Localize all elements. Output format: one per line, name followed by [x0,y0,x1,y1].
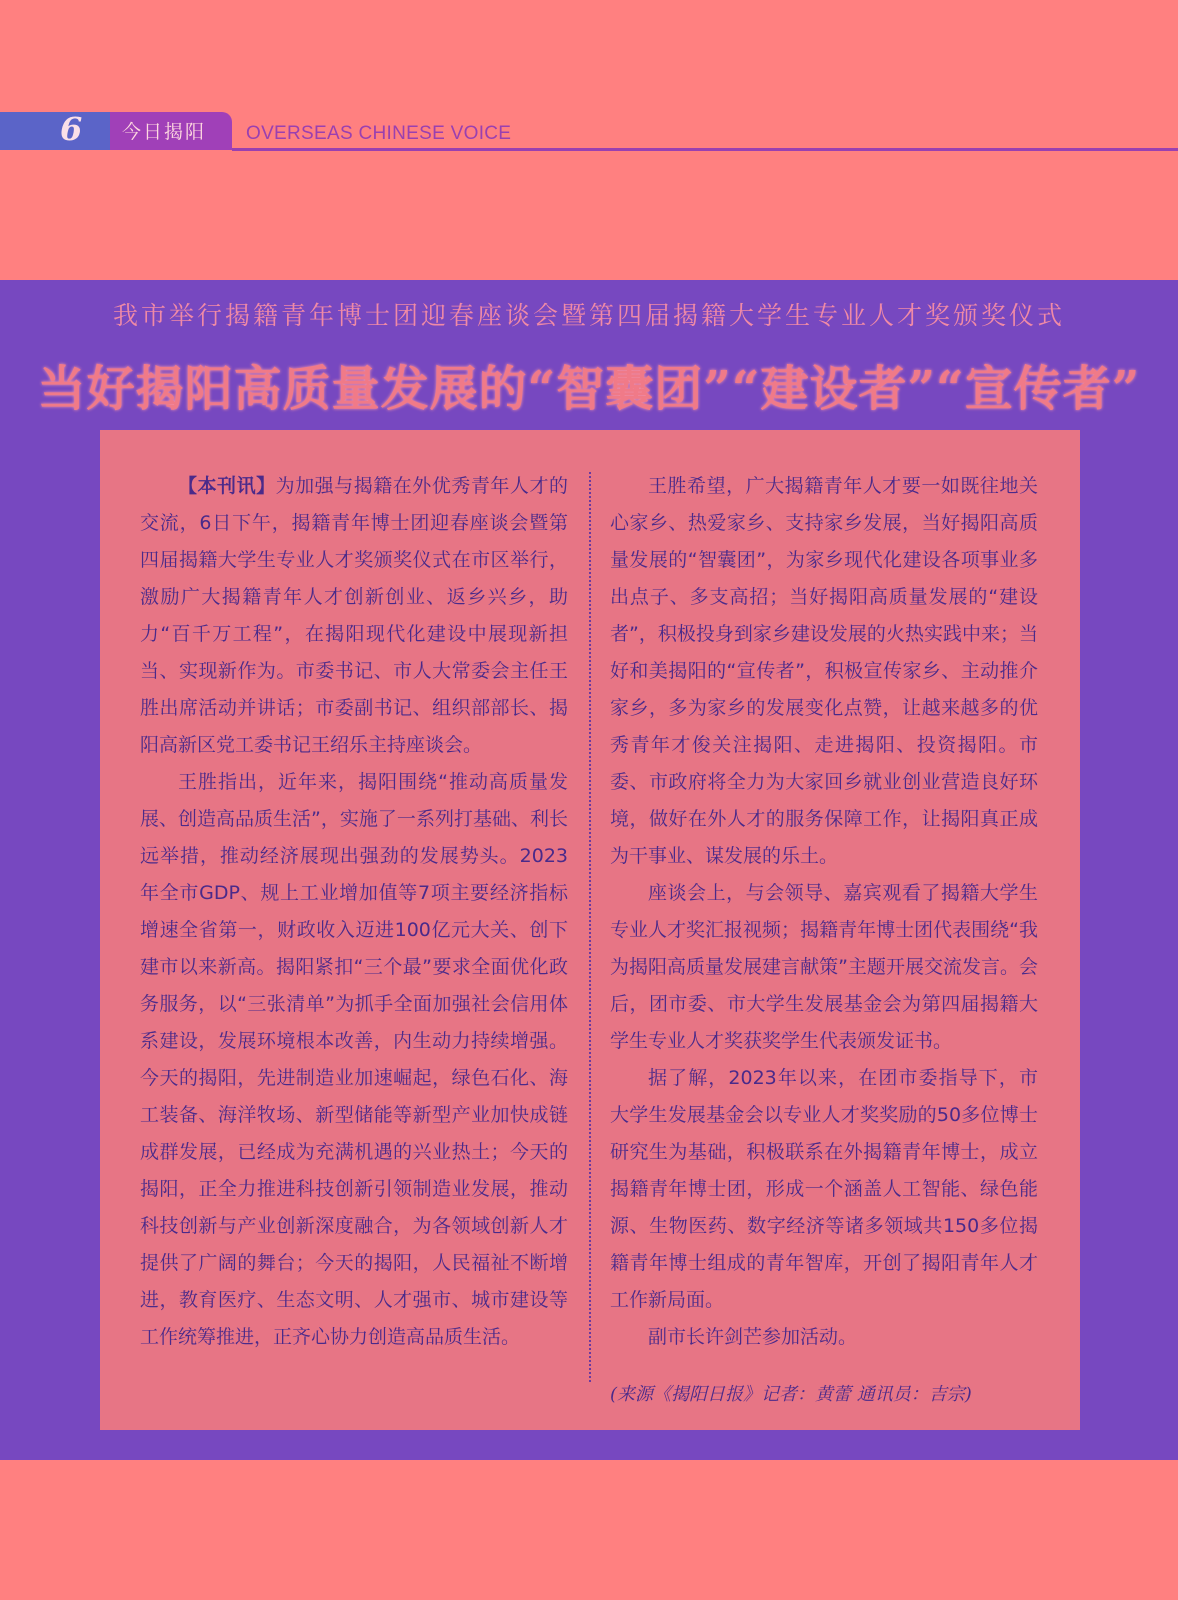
paragraph: 王胜希望，广大揭籍青年人才要一如既往地关心家乡、热爱家乡、支持家乡发展，当好揭阳高质量发展的“智囊团”，为家乡现代化建设各项事业多出点子、多支高招；当好揭阳高质量发展的“建设者”，积极投身到家乡建设发展的火热实践中来；当好和美揭阳的“宣传者”，积极宣传家乡、主动推介家乡，多为家乡的发展变化点赞，让越来越多的优秀青年才俊关注揭阳、走进揭阳、投资揭阳。市委、市政府将全力为大家回乡就业创业营造良好环境，做好在外人才的服务保障工作，让揭阳真正成为干事业、谋发展的乐土。 [610,475,1038,867]
lead-tag: 【本刊讯】 [178,475,276,497]
article-title: 当好揭阳高质量发展的“智囊团”“建设者”“宣传者” [37,361,1141,417]
paragraph: 王胜指出，近年来，揭阳围绕“推动高质量发展、创造高品质生活”，实施了一系列打基础、利长远举措，推动经济展现出强劲的发展势头。2023年全市GDP、规上工业增加值等7项主要经济指标增速全省第一，财政收入迈进100亿元大关、创下建市以来新高。揭阳紧扣“三个最”要求全面优化政务服务，以“三张清单”为抓手全面加强社会信用体系建设，发展环境根本改善，内生动力持续增强。今天的揭阳，先进制造业加速崛起，绿色石化、海工装备、海洋牧场、新型储能等新型产业加快成链成群发展，已经成为充满机遇的兴业热土；今天的揭阳，正全力推进科技创新引领制造业发展，推动科技创新与产业创新深度融合，为各领域创新人才提供了广阔的舞台；今天的揭阳，人民福祉不断增进，教育医疗、生态文明、人才强市、城市建设等工作统筹推进，正齐心协力创造高品质生活。 [140,771,568,1348]
page-header [0,112,1178,152]
article-subtitle: 我市举行揭籍青年博士团迎春座谈会暨第四届揭籍大学生专业人才奖颁奖仪式 [112,301,1065,330]
paragraph: 据了解，2023年以来，在团市委指导下，市大学生发展基金会以专业人才奖奖励的50多位博士研究生为基础，积极联系在外揭籍青年博士，成立揭籍青年博士团，形成一个涵盖人工智能、绿色能源、生物医药、数字经济等诸多领域共150多位揭籍青年博士组成的青年智库，开创了揭阳青年人才工作新局面。 [610,1067,1038,1311]
article-column-right [610,468,1038,1356]
paragraph: 副市长许剑芒参加活动。 [648,1326,858,1348]
column-divider [589,472,591,1382]
article-panel [100,430,1080,1430]
magazine-name: OVERSEAS CHINESE VOICE [246,123,512,144]
section-label: 今日揭阳 [122,121,207,143]
article-credit: (来源《揭阳日报》记者：黄蕾 通讯员：吉宗) [610,1384,972,1405]
paragraph [140,468,568,764]
paragraph-text: 为加强与揭籍在外优秀青年人才的交流，6日下午，揭籍青年博士团迎春座谈会暨第四届揭籍大学生专业人才奖颁奖仪式在市区举行，激励广大揭籍青年人才创新创业、返乡兴乡，助力“百千万工程”，在揭阳现代化建设中展现新担当、实现新作为。市委书记、市人大常委会主任王胜出席活动并讲话；市委副书记、组织部部长、揭阳高新区党工委书记王绍乐主持座谈会。 [140,475,568,756]
paragraph: 座谈会上，与会领导、嘉宾观看了揭籍大学生专业人才奖汇报视频；揭籍青年博士团代表围绕“我为揭阳高质量发展建言献策”主题开展交流发言。会后，团市委、市大学生发展基金会为第四届揭籍大学生专业人才奖获奖学生代表颁发证书。 [610,882,1038,1052]
header-rule [232,148,1178,151]
article-column-left [140,468,568,1356]
page-number: 6 [60,110,83,148]
